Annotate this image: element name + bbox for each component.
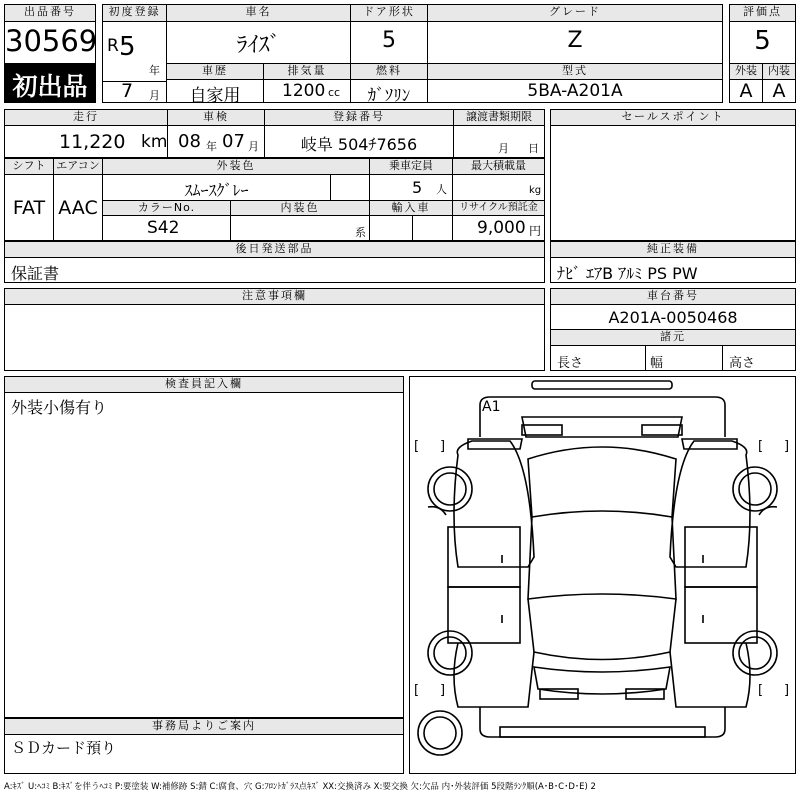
ext-color-cell (102, 174, 331, 201)
import-cell-a (369, 215, 413, 241)
door-header: ドア形状 (350, 4, 428, 22)
ext-color-header: 外装色 (102, 158, 370, 175)
registration-month-unit: 月 (149, 89, 160, 102)
plate-cell (264, 125, 454, 158)
door-value: 5 (382, 28, 396, 53)
bracket-left-front: [ (414, 439, 420, 454)
transfer-header: 譲渡書類期限 (453, 109, 545, 126)
recycle-header: リサイクル預託金 (452, 200, 545, 216)
grade-value: Z (567, 28, 583, 53)
inspector-header: 検査員記入欄 (4, 376, 404, 393)
notes-header: 注意事項欄 (4, 288, 545, 305)
max-load-cell (452, 174, 545, 201)
shift-value: FAT (12, 197, 46, 219)
office-cell (4, 734, 404, 774)
registration-month: 7 (121, 80, 134, 102)
later-parts-header: 後日発送部品 (4, 241, 545, 258)
inspection-month-unit: 月 (248, 140, 259, 153)
fuel-header: 燃料 (350, 63, 428, 80)
score-header: 評価点 (729, 4, 796, 22)
bracket-left-rear: [ (414, 683, 420, 698)
import-header: 輸入車 (369, 200, 453, 216)
specs-height: 高さ (729, 356, 756, 371)
model-code-cell (427, 79, 723, 103)
ac-value: AAC (58, 197, 98, 219)
ext-color-value: ｽﾑｰｽｸﾞﾚｰ (184, 181, 249, 200)
damage-legend: A:ｷｽﾞ U:ﾍｺﾐ B:ｷｽﾞを伴うﾍｺﾐ P:要塗装 W:補修跡 S:錆 C:腐食、穴 G:ﾌﾛﾝﾄｶﾞﾗｽ点ｷｽﾞ XX:交換済み X:要交換 欠:欠品 内･外装評価 5段階ﾗﾝｸ順(A･B･C･D･E) 2 (4, 782, 596, 792)
recycle-unit: 円 (529, 224, 542, 238)
displacement-header: 排気量 (263, 63, 351, 80)
exterior-grade-header: 外装 (729, 63, 763, 80)
displacement-cell (263, 79, 351, 103)
specs-height-cell (722, 345, 796, 371)
inspection-header: 車検 (167, 109, 265, 126)
notes-cell (4, 304, 545, 371)
mileage-header: 走行 (4, 109, 168, 126)
interior-grade-value: A (772, 80, 786, 102)
fuel-value: ｶﾞｿﾘﾝ (367, 86, 411, 106)
shift-header: シフト (4, 158, 54, 175)
chassis-value: A201A-0050468 (608, 308, 738, 327)
recycle-value: 9,000 (477, 218, 526, 238)
import-cell-b (412, 215, 453, 241)
grade-header: グレード (427, 4, 723, 22)
transfer-month-unit: 月 (498, 142, 509, 155)
history-value: 自家用 (189, 86, 241, 106)
lot-number-cell (4, 21, 96, 64)
bracket-right-front: [ (758, 439, 764, 454)
door-cell (350, 21, 428, 64)
equipment-cell (550, 257, 796, 283)
inspection-year-unit: 年 (206, 140, 217, 153)
inspection-year: 08 (178, 131, 201, 152)
office-header: 事務局よりご案内 (4, 718, 404, 735)
color-no-header: カラーNo. (102, 200, 231, 216)
inspector-value: 外装小傷有り (11, 398, 108, 417)
inspection-month: 07 (222, 131, 245, 152)
model-code-header: 型式 (427, 63, 723, 80)
car-name-header: 車名 (166, 4, 351, 22)
recycle-cell (452, 215, 545, 241)
inspector-cell (4, 392, 404, 718)
chassis-header: 車台番号 (550, 288, 796, 305)
int-color-header: 内装色 (230, 200, 370, 216)
bracket-right-rear-close: ] (784, 683, 790, 698)
mileage-unit: km (141, 132, 168, 152)
office-value: ＳＤカード預り (11, 739, 117, 757)
max-load-unit: kg (529, 185, 542, 196)
transfer-day-unit: 日 (528, 142, 539, 155)
registration-year-unit: 年 (149, 64, 160, 77)
lot-number-header: 出品番号 (4, 4, 96, 22)
max-load-header: 最大積載量 (452, 158, 545, 175)
specs-length-cell (550, 345, 646, 371)
equipment-header: 純正装備 (550, 241, 796, 258)
bracket-right-front-close: ] (784, 439, 790, 454)
capacity-unit: 人 (436, 183, 447, 196)
history-cell (166, 79, 264, 106)
registration-month-cell (102, 81, 167, 103)
model-code-value: 5BA-A201A (527, 81, 623, 101)
car-name-cell (166, 21, 351, 64)
car-diagram-frame (409, 376, 796, 774)
plate-value: 岐阜 504ﾁ7656 (300, 135, 418, 154)
damage-mark-a1: A1 (482, 399, 501, 415)
interior-grade-header: 内装 (762, 63, 796, 80)
inspection-cell (167, 125, 265, 158)
mileage-value: 11,220 (59, 131, 126, 153)
score-value: 5 (754, 26, 771, 56)
sales-points-cell (550, 125, 796, 241)
displacement-value: 1200 (282, 81, 326, 101)
history-header: 車歴 (166, 63, 264, 80)
car-name: ﾗｲｽﾞ (236, 33, 281, 58)
shift-cell (4, 174, 54, 241)
registration-year: 5 (119, 32, 136, 62)
bracket-left-front-close: ] (440, 439, 446, 454)
color-no-cell (102, 215, 231, 241)
later-parts-cell (4, 257, 545, 283)
capacity-cell (369, 174, 453, 201)
car-body-outline (410, 377, 795, 773)
capacity-value: 5 (412, 178, 423, 197)
transfer-cell (453, 125, 545, 158)
score-cell (729, 21, 796, 64)
registration-era: R (107, 36, 119, 56)
first-listing-badge-cell (4, 63, 96, 103)
displacement-unit: cc (328, 86, 341, 99)
mileage-cell (4, 125, 168, 158)
bracket-left-rear-close: ] (440, 683, 446, 698)
grade-cell (427, 21, 723, 64)
specs-header: 諸元 (550, 329, 796, 346)
ac-header: エアコン (53, 158, 103, 175)
ac-cell (53, 174, 103, 241)
first-listing-badge: 初出品 (12, 72, 88, 101)
int-color-cell (230, 215, 370, 241)
bracket-right-rear: [ (758, 683, 764, 698)
exterior-grade-cell (729, 79, 763, 103)
chassis-cell (550, 304, 796, 330)
exterior-grade-value: A (739, 80, 753, 102)
specs-width-cell (645, 345, 723, 371)
color-no-value: S42 (147, 218, 180, 238)
registration-header: 初度登録 (102, 4, 167, 22)
sales-points-header: セールスポイント (550, 109, 796, 126)
specs-length: 長さ (557, 356, 584, 371)
interior-grade-cell (762, 79, 796, 103)
fuel-cell (350, 79, 428, 106)
equipment-value: ﾅﾋﾞ ｴｱB ｱﾙﾐ PS PW (557, 264, 698, 283)
later-parts-value: 保証書 (11, 264, 60, 283)
lot-number: 30569 (5, 24, 98, 58)
specs-width: 幅 (650, 356, 664, 371)
plate-header: 登録番号 (264, 109, 454, 126)
capacity-header: 乗車定員 (369, 158, 453, 175)
registration-cell (102, 21, 167, 82)
int-color-unit: 系 (355, 226, 366, 239)
ext-color-extra-cell (330, 174, 370, 201)
